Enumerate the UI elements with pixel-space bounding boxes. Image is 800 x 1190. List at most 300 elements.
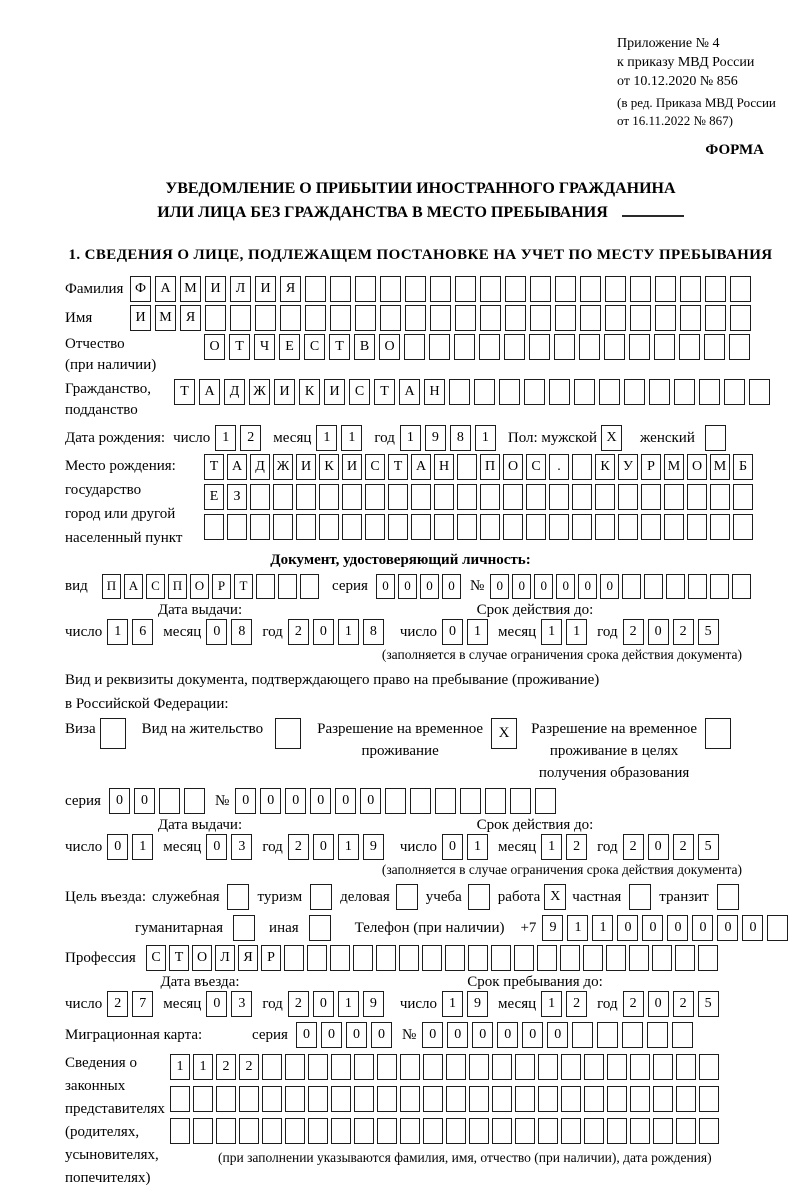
char-cell[interactable]: 1 <box>107 619 128 645</box>
char-cell[interactable] <box>230 305 251 331</box>
char-cell[interactable]: 1 <box>338 619 359 645</box>
char-cell[interactable] <box>423 1086 443 1112</box>
char-cell[interactable] <box>262 1086 282 1112</box>
char-cell[interactable] <box>380 305 401 331</box>
char-cell[interactable] <box>653 1086 673 1112</box>
purpose-humanitarian-checkbox[interactable] <box>233 915 255 941</box>
char-cell[interactable] <box>514 945 534 971</box>
char-cell[interactable] <box>724 379 745 405</box>
char-cell[interactable] <box>676 1086 696 1112</box>
char-cell[interactable] <box>365 514 385 540</box>
char-cell[interactable] <box>607 1086 627 1112</box>
char-cell[interactable]: Р <box>212 574 231 599</box>
char-cell[interactable] <box>549 484 569 510</box>
char-cell[interactable] <box>629 334 650 360</box>
char-cell[interactable] <box>704 334 725 360</box>
char-cell[interactable] <box>491 945 511 971</box>
char-cell[interactable] <box>430 305 451 331</box>
char-cell[interactable] <box>524 379 545 405</box>
char-cell[interactable]: 1 <box>592 915 613 941</box>
char-cell[interactable]: Н <box>434 454 454 480</box>
char-cell[interactable] <box>455 305 476 331</box>
purpose-transit-checkbox[interactable] <box>717 884 739 910</box>
char-cell[interactable] <box>554 334 575 360</box>
char-cell[interactable]: Л <box>215 945 235 971</box>
char-cell[interactable] <box>699 1086 719 1112</box>
char-cell[interactable] <box>159 788 180 814</box>
char-cell[interactable] <box>529 334 550 360</box>
char-cell[interactable] <box>503 514 523 540</box>
char-cell[interactable]: 0 <box>321 1022 342 1048</box>
char-cell[interactable] <box>492 1054 512 1080</box>
char-cell[interactable] <box>630 1086 650 1112</box>
char-cell[interactable]: 0 <box>522 1022 543 1048</box>
char-cell[interactable] <box>331 1086 351 1112</box>
char-cell[interactable] <box>579 334 600 360</box>
char-cell[interactable]: П <box>168 574 187 599</box>
temporary-residence-checkbox[interactable]: X <box>491 718 517 749</box>
char-cell[interactable] <box>630 1054 650 1080</box>
char-cell[interactable] <box>584 1086 604 1112</box>
char-cell[interactable] <box>618 484 638 510</box>
char-cell[interactable] <box>319 484 339 510</box>
char-cell[interactable]: Т <box>174 379 195 405</box>
char-cell[interactable] <box>492 1118 512 1144</box>
char-cell[interactable] <box>377 1118 397 1144</box>
char-cell[interactable] <box>319 514 339 540</box>
char-cell[interactable] <box>572 454 592 480</box>
char-cell[interactable]: 8 <box>231 619 252 645</box>
char-cell[interactable] <box>405 305 426 331</box>
char-cell[interactable]: 9 <box>363 834 384 860</box>
char-cell[interactable] <box>278 574 297 599</box>
char-cell[interactable] <box>460 788 481 814</box>
char-cell[interactable] <box>730 305 751 331</box>
char-cell[interactable]: 2 <box>673 619 694 645</box>
char-cell[interactable]: 9 <box>363 991 384 1017</box>
char-cell[interactable] <box>480 305 501 331</box>
char-cell[interactable]: А <box>199 379 220 405</box>
char-cell[interactable]: 9 <box>467 991 488 1017</box>
char-cell[interactable]: 2 <box>288 991 309 1017</box>
char-cell[interactable]: О <box>503 454 523 480</box>
char-cell[interactable] <box>423 1118 443 1144</box>
char-cell[interactable] <box>355 276 376 302</box>
char-cell[interactable] <box>262 1054 282 1080</box>
char-cell[interactable]: О <box>204 334 225 360</box>
char-cell[interactable]: 8 <box>363 619 384 645</box>
char-cell[interactable]: 1 <box>467 834 488 860</box>
char-cell[interactable] <box>377 1054 397 1080</box>
char-cell[interactable] <box>733 484 753 510</box>
char-cell[interactable]: В <box>354 334 375 360</box>
purpose-private-checkbox[interactable] <box>629 884 651 910</box>
char-cell[interactable]: 1 <box>567 915 588 941</box>
char-cell[interactable] <box>710 484 730 510</box>
char-cell[interactable] <box>629 945 649 971</box>
char-cell[interactable] <box>730 276 751 302</box>
char-cell[interactable]: 2 <box>239 1054 259 1080</box>
char-cell[interactable]: О <box>192 945 212 971</box>
char-cell[interactable] <box>353 945 373 971</box>
char-cell[interactable] <box>455 276 476 302</box>
char-cell[interactable]: 8 <box>450 425 471 451</box>
char-cell[interactable] <box>641 514 661 540</box>
char-cell[interactable] <box>649 379 670 405</box>
char-cell[interactable] <box>355 305 376 331</box>
char-cell[interactable]: Ч <box>254 334 275 360</box>
char-cell[interactable]: 0 <box>497 1022 518 1048</box>
purpose-work-checkbox[interactable]: X <box>544 884 566 910</box>
char-cell[interactable] <box>732 574 751 599</box>
char-cell[interactable] <box>705 305 726 331</box>
char-cell[interactable] <box>607 1054 627 1080</box>
char-cell[interactable]: 0 <box>442 574 461 599</box>
char-cell[interactable]: 0 <box>296 1022 317 1048</box>
char-cell[interactable]: 3 <box>231 834 252 860</box>
char-cell[interactable]: П <box>480 454 500 480</box>
char-cell[interactable]: 0 <box>512 574 531 599</box>
char-cell[interactable]: 0 <box>442 834 463 860</box>
char-cell[interactable]: Я <box>280 276 301 302</box>
char-cell[interactable]: 1 <box>316 425 337 451</box>
char-cell[interactable]: М <box>180 276 201 302</box>
char-cell[interactable] <box>250 484 270 510</box>
char-cell[interactable] <box>515 1118 535 1144</box>
char-cell[interactable] <box>676 1054 696 1080</box>
char-cell[interactable] <box>385 788 406 814</box>
char-cell[interactable]: 0 <box>285 788 306 814</box>
char-cell[interactable] <box>504 334 525 360</box>
char-cell[interactable] <box>446 1086 466 1112</box>
char-cell[interactable] <box>480 484 500 510</box>
char-cell[interactable] <box>574 379 595 405</box>
char-cell[interactable] <box>561 1054 581 1080</box>
char-cell[interactable] <box>674 379 695 405</box>
char-cell[interactable] <box>480 276 501 302</box>
char-cell[interactable] <box>354 1054 374 1080</box>
char-cell[interactable] <box>699 1118 719 1144</box>
char-cell[interactable] <box>446 1054 466 1080</box>
char-cell[interactable] <box>435 788 456 814</box>
char-cell[interactable]: Л <box>230 276 251 302</box>
char-cell[interactable] <box>607 1118 627 1144</box>
char-cell[interactable] <box>688 574 707 599</box>
char-cell[interactable]: 2 <box>216 1054 236 1080</box>
char-cell[interactable] <box>285 1118 305 1144</box>
char-cell[interactable] <box>729 334 750 360</box>
char-cell[interactable]: 0 <box>472 1022 493 1048</box>
char-cell[interactable]: 0 <box>360 788 381 814</box>
char-cell[interactable]: 2 <box>623 991 644 1017</box>
char-cell[interactable] <box>469 1086 489 1112</box>
char-cell[interactable]: 0 <box>371 1022 392 1048</box>
char-cell[interactable] <box>653 1054 673 1080</box>
char-cell[interactable]: 0 <box>206 991 227 1017</box>
char-cell[interactable] <box>342 514 362 540</box>
char-cell[interactable]: 2 <box>566 834 587 860</box>
char-cell[interactable] <box>430 276 451 302</box>
char-cell[interactable] <box>492 1086 512 1112</box>
char-cell[interactable]: 0 <box>447 1022 468 1048</box>
char-cell[interactable] <box>767 915 788 941</box>
char-cell[interactable] <box>555 276 576 302</box>
char-cell[interactable] <box>193 1118 213 1144</box>
char-cell[interactable] <box>457 514 477 540</box>
char-cell[interactable] <box>400 1086 420 1112</box>
char-cell[interactable] <box>380 276 401 302</box>
char-cell[interactable]: 0 <box>547 1022 568 1048</box>
char-cell[interactable]: Б <box>733 454 753 480</box>
char-cell[interactable] <box>505 305 526 331</box>
char-cell[interactable] <box>305 305 326 331</box>
char-cell[interactable] <box>469 1054 489 1080</box>
char-cell[interactable] <box>449 379 470 405</box>
char-cell[interactable]: 0 <box>346 1022 367 1048</box>
char-cell[interactable] <box>469 1118 489 1144</box>
char-cell[interactable] <box>561 1118 581 1144</box>
char-cell[interactable]: 0 <box>442 619 463 645</box>
char-cell[interactable] <box>170 1086 190 1112</box>
char-cell[interactable]: И <box>324 379 345 405</box>
char-cell[interactable]: 0 <box>578 574 597 599</box>
char-cell[interactable] <box>330 276 351 302</box>
char-cell[interactable]: Р <box>641 454 661 480</box>
char-cell[interactable]: О <box>190 574 209 599</box>
char-cell[interactable]: 1 <box>338 991 359 1017</box>
char-cell[interactable]: 0 <box>313 619 334 645</box>
char-cell[interactable] <box>255 305 276 331</box>
char-cell[interactable]: Ф <box>130 276 151 302</box>
char-cell[interactable] <box>239 1086 259 1112</box>
char-cell[interactable]: 0 <box>313 991 334 1017</box>
char-cell[interactable] <box>647 1022 668 1048</box>
char-cell[interactable] <box>549 514 569 540</box>
char-cell[interactable] <box>422 945 442 971</box>
char-cell[interactable] <box>560 945 580 971</box>
char-cell[interactable] <box>388 484 408 510</box>
char-cell[interactable] <box>538 1086 558 1112</box>
char-cell[interactable] <box>468 945 488 971</box>
char-cell[interactable]: Д <box>224 379 245 405</box>
char-cell[interactable] <box>549 379 570 405</box>
char-cell[interactable] <box>599 379 620 405</box>
char-cell[interactable]: И <box>342 454 362 480</box>
char-cell[interactable] <box>630 1118 650 1144</box>
char-cell[interactable] <box>457 484 477 510</box>
char-cell[interactable] <box>307 945 327 971</box>
char-cell[interactable] <box>675 945 695 971</box>
char-cell[interactable] <box>503 484 523 510</box>
char-cell[interactable] <box>641 484 661 510</box>
char-cell[interactable] <box>285 1054 305 1080</box>
char-cell[interactable] <box>454 334 475 360</box>
char-cell[interactable] <box>510 788 531 814</box>
char-cell[interactable] <box>184 788 205 814</box>
char-cell[interactable] <box>273 484 293 510</box>
char-cell[interactable] <box>676 1118 696 1144</box>
char-cell[interactable] <box>561 1086 581 1112</box>
char-cell[interactable]: А <box>411 454 431 480</box>
char-cell[interactable]: Р <box>261 945 281 971</box>
char-cell[interactable] <box>655 305 676 331</box>
char-cell[interactable] <box>480 514 500 540</box>
char-cell[interactable]: Я <box>238 945 258 971</box>
char-cell[interactable]: Т <box>388 454 408 480</box>
char-cell[interactable]: 3 <box>231 991 252 1017</box>
char-cell[interactable] <box>479 334 500 360</box>
char-cell[interactable] <box>606 945 626 971</box>
char-cell[interactable]: И <box>130 305 151 331</box>
char-cell[interactable] <box>699 379 720 405</box>
char-cell[interactable] <box>654 334 675 360</box>
char-cell[interactable] <box>624 379 645 405</box>
char-cell[interactable]: 0 <box>260 788 281 814</box>
char-cell[interactable]: С <box>146 945 166 971</box>
char-cell[interactable]: 0 <box>534 574 553 599</box>
char-cell[interactable]: 2 <box>107 991 128 1017</box>
char-cell[interactable] <box>630 305 651 331</box>
char-cell[interactable] <box>300 574 319 599</box>
char-cell[interactable] <box>698 945 718 971</box>
char-cell[interactable] <box>699 1054 719 1080</box>
char-cell[interactable] <box>193 1086 213 1112</box>
char-cell[interactable] <box>687 484 707 510</box>
char-cell[interactable]: 0 <box>235 788 256 814</box>
char-cell[interactable] <box>595 484 615 510</box>
char-cell[interactable] <box>388 514 408 540</box>
char-cell[interactable] <box>205 305 226 331</box>
char-cell[interactable]: Т <box>204 454 224 480</box>
char-cell[interactable] <box>216 1118 236 1144</box>
char-cell[interactable]: И <box>274 379 295 405</box>
char-cell[interactable] <box>410 788 431 814</box>
char-cell[interactable]: 1 <box>338 834 359 860</box>
char-cell[interactable] <box>273 514 293 540</box>
char-cell[interactable] <box>305 276 326 302</box>
char-cell[interactable] <box>653 1118 673 1144</box>
char-cell[interactable]: С <box>365 454 385 480</box>
char-cell[interactable]: А <box>399 379 420 405</box>
char-cell[interactable] <box>434 484 454 510</box>
char-cell[interactable]: 0 <box>420 574 439 599</box>
char-cell[interactable] <box>457 454 477 480</box>
char-cell[interactable] <box>515 1086 535 1112</box>
char-cell[interactable] <box>308 1086 328 1112</box>
char-cell[interactable] <box>705 276 726 302</box>
gender-female-checkbox[interactable] <box>705 425 726 451</box>
char-cell[interactable]: У <box>618 454 638 480</box>
char-cell[interactable] <box>308 1118 328 1144</box>
char-cell[interactable]: 0 <box>206 619 227 645</box>
char-cell[interactable]: А <box>124 574 143 599</box>
char-cell[interactable]: К <box>319 454 339 480</box>
char-cell[interactable] <box>604 334 625 360</box>
char-cell[interactable] <box>749 379 770 405</box>
char-cell[interactable] <box>605 276 626 302</box>
char-cell[interactable] <box>405 276 426 302</box>
char-cell[interactable] <box>280 305 301 331</box>
char-cell[interactable] <box>515 1054 535 1080</box>
char-cell[interactable]: К <box>595 454 615 480</box>
char-cell[interactable]: И <box>296 454 316 480</box>
char-cell[interactable] <box>630 276 651 302</box>
char-cell[interactable]: М <box>664 454 684 480</box>
char-cell[interactable] <box>655 276 676 302</box>
char-cell[interactable]: 9 <box>425 425 446 451</box>
char-cell[interactable] <box>672 1022 693 1048</box>
char-cell[interactable]: Е <box>204 484 224 510</box>
char-cell[interactable] <box>535 788 556 814</box>
char-cell[interactable] <box>354 1118 374 1144</box>
char-cell[interactable]: С <box>304 334 325 360</box>
char-cell[interactable]: К <box>299 379 320 405</box>
char-cell[interactable]: 5 <box>698 991 719 1017</box>
char-cell[interactable]: Т <box>329 334 350 360</box>
char-cell[interactable]: 0 <box>310 788 331 814</box>
purpose-business-checkbox[interactable] <box>396 884 418 910</box>
char-cell[interactable] <box>680 276 701 302</box>
char-cell[interactable] <box>584 1118 604 1144</box>
char-cell[interactable]: 0 <box>667 915 688 941</box>
char-cell[interactable] <box>597 1022 618 1048</box>
char-cell[interactable]: 1 <box>566 619 587 645</box>
char-cell[interactable]: 1 <box>541 991 562 1017</box>
char-cell[interactable] <box>330 945 350 971</box>
char-cell[interactable]: Я <box>180 305 201 331</box>
char-cell[interactable]: 0 <box>398 574 417 599</box>
char-cell[interactable] <box>580 305 601 331</box>
char-cell[interactable]: А <box>227 454 247 480</box>
char-cell[interactable] <box>365 484 385 510</box>
char-cell[interactable]: С <box>146 574 165 599</box>
char-cell[interactable] <box>679 334 700 360</box>
char-cell[interactable] <box>445 945 465 971</box>
char-cell[interactable] <box>204 514 224 540</box>
char-cell[interactable] <box>296 514 316 540</box>
char-cell[interactable] <box>526 484 546 510</box>
char-cell[interactable]: С <box>349 379 370 405</box>
char-cell[interactable]: 0 <box>422 1022 443 1048</box>
char-cell[interactable] <box>622 1022 643 1048</box>
char-cell[interactable]: 2 <box>623 834 644 860</box>
char-cell[interactable]: 6 <box>132 619 153 645</box>
char-cell[interactable]: И <box>205 276 226 302</box>
char-cell[interactable]: 2 <box>673 991 694 1017</box>
purpose-other-checkbox[interactable] <box>309 915 331 941</box>
char-cell[interactable] <box>526 514 546 540</box>
char-cell[interactable] <box>285 1086 305 1112</box>
char-cell[interactable]: 0 <box>376 574 395 599</box>
char-cell[interactable]: 1 <box>193 1054 213 1080</box>
char-cell[interactable] <box>284 945 304 971</box>
char-cell[interactable] <box>429 334 450 360</box>
char-cell[interactable] <box>572 484 592 510</box>
char-cell[interactable] <box>538 1054 558 1080</box>
char-cell[interactable]: М <box>710 454 730 480</box>
char-cell[interactable] <box>399 945 419 971</box>
char-cell[interactable] <box>404 334 425 360</box>
char-cell[interactable]: 0 <box>717 915 738 941</box>
char-cell[interactable]: 0 <box>335 788 356 814</box>
char-cell[interactable] <box>530 276 551 302</box>
char-cell[interactable] <box>572 1022 593 1048</box>
char-cell[interactable]: П <box>102 574 121 599</box>
char-cell[interactable] <box>584 1054 604 1080</box>
char-cell[interactable]: 0 <box>648 834 669 860</box>
char-cell[interactable] <box>595 514 615 540</box>
char-cell[interactable] <box>446 1118 466 1144</box>
